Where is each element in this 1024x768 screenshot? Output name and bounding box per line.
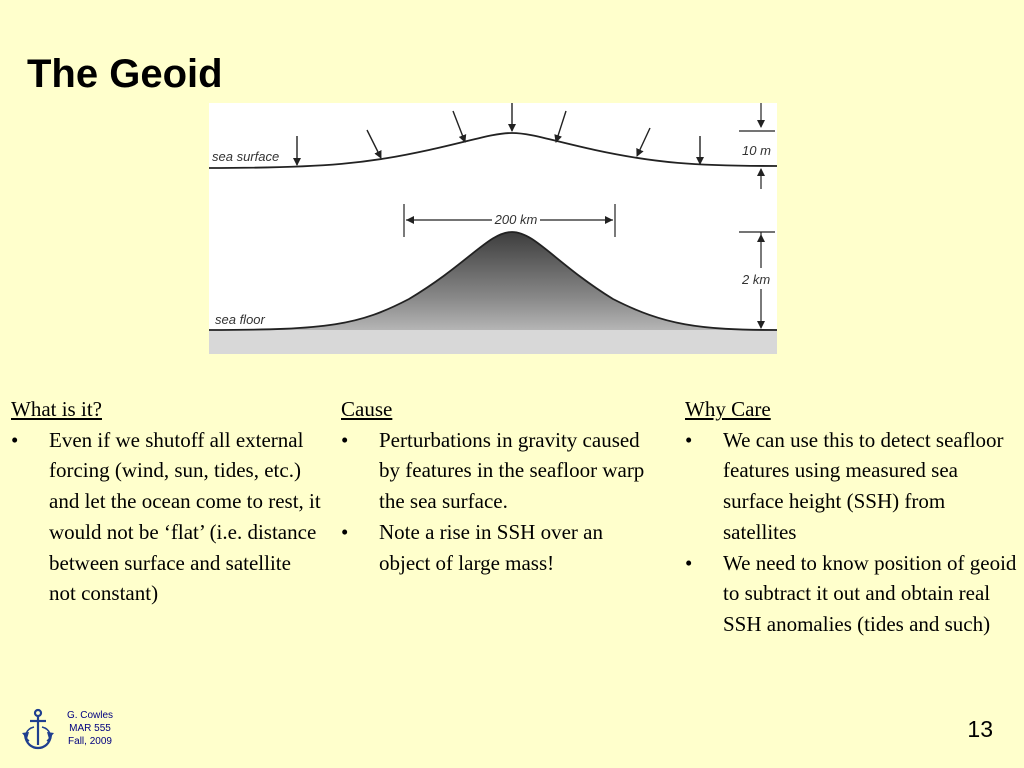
bullet-list [11, 425, 323, 609]
column-why-care [685, 394, 1020, 640]
bullet-icon: • [685, 427, 693, 452]
gravity-arrow [637, 128, 650, 156]
sea-surface-label: sea surface [212, 149, 280, 164]
bullet-text: We can use this to detect seafloor features using measured sea surface height (SSH) from satellites [723, 427, 1004, 544]
seafloor-band [209, 330, 777, 354]
column-heading: What is it? [11, 397, 102, 421]
bullet-text: Note a rise in SSH over an object of large mass! [379, 519, 603, 575]
bullet-list [685, 425, 1020, 640]
footer-author: G. Cowles [66, 710, 114, 721]
footer-credit [58, 709, 122, 748]
floor-height-label: 2 km [742, 272, 771, 287]
bullet-icon: • [11, 427, 19, 452]
sea-height-label: 10 m [742, 143, 771, 158]
list-item [341, 425, 646, 517]
column-what-is-it [11, 394, 323, 609]
column-heading: Why Care [685, 397, 771, 421]
column-cause [341, 394, 646, 578]
bullet-icon: • [341, 427, 349, 452]
gravity-arrow [453, 111, 465, 142]
gravity-arrow [556, 111, 566, 142]
list-item [11, 425, 323, 609]
page-number: 13 [967, 716, 993, 742]
list-item [685, 548, 1020, 640]
bullet-icon: • [685, 550, 693, 575]
anchor-emblem-icon [20, 707, 56, 753]
width-label: 200 km [494, 212, 538, 227]
list-item [685, 425, 1020, 548]
geoid-diagram [209, 103, 777, 354]
bullet-list [341, 425, 646, 579]
list-item [341, 517, 646, 578]
bullet-icon: • [341, 519, 349, 544]
slide-title: The Geoid [27, 52, 223, 96]
bullet-text: Perturbations in gravity caused by features in the seafloor warp the sea surface. [379, 427, 645, 514]
gravity-arrow [367, 130, 381, 158]
column-heading: Cause [341, 397, 393, 421]
sea-surface-line [209, 133, 777, 168]
sea-floor-label: sea floor [215, 312, 265, 327]
footer-course: MAR 555 [69, 723, 111, 734]
bullet-text: Even if we shutoff all external forcing (wind, sun, tides, etc.) and let the ocean come to rest, it would not be ‘flat’ (i.e. distance between surface and satellite not constant) [49, 427, 321, 606]
geoid-diagram-svg [209, 103, 777, 354]
footer-term: Fall, 2009 [68, 736, 112, 747]
bullet-text: We need to know position of geoid to subtract it out and obtain real SSH anomalies (tides and such) [723, 550, 1017, 636]
